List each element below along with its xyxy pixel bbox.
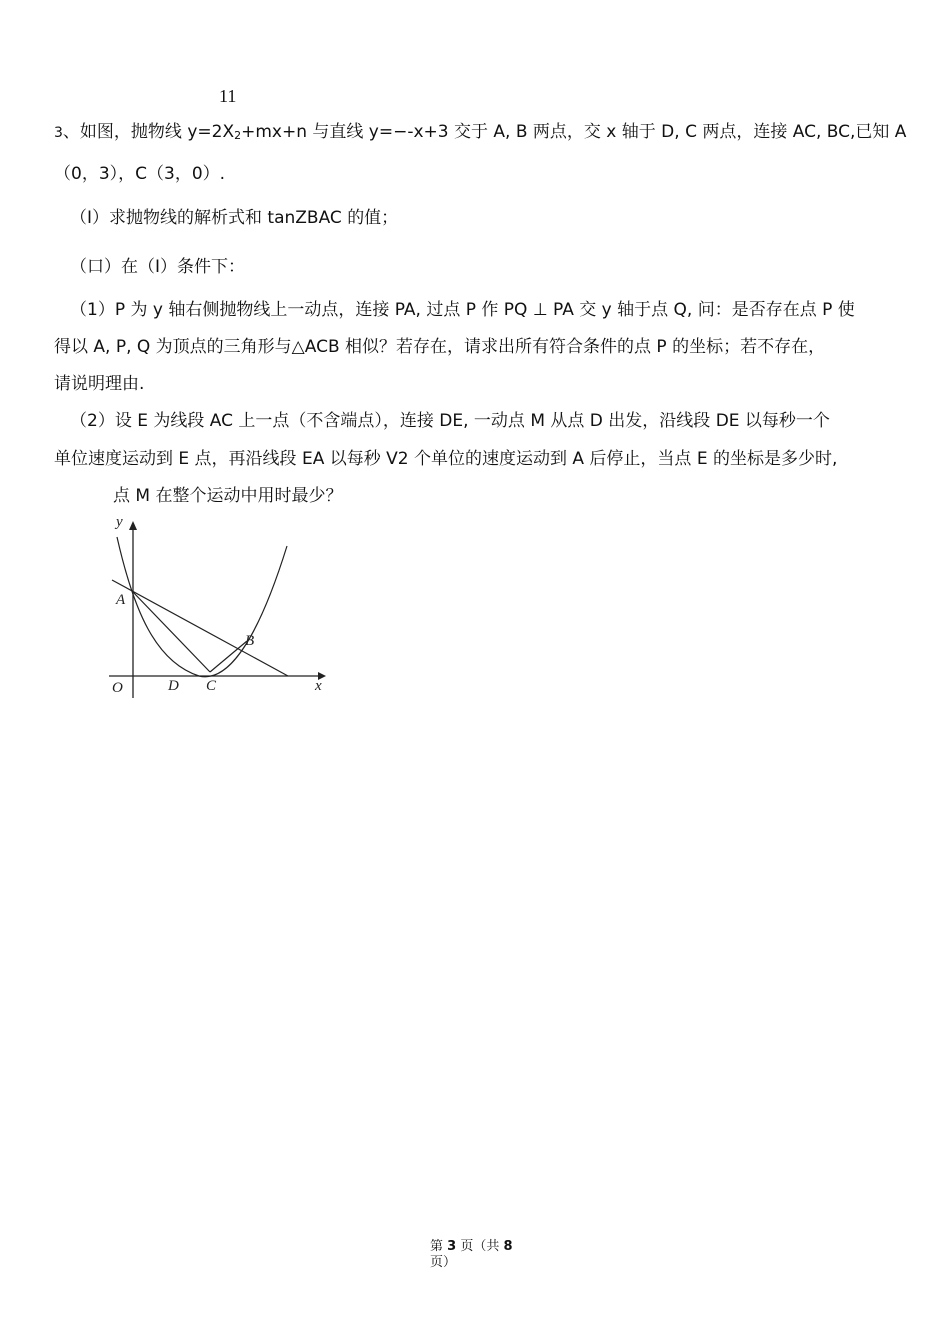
label-c: C xyxy=(206,678,217,694)
intro-text-a: 如图，抛物线 y=2X xyxy=(79,122,235,142)
given-points: （0，3），C（3，0）. xyxy=(54,164,226,184)
intro-text-b: +mx+n 与直线 y=−-x+3 交于 A, B 两点，交 x 轴于 D, C 两点，连接 AC, BC,已知 A xyxy=(241,122,907,142)
segment-bc xyxy=(210,641,247,672)
question-1-line-2: 得以 A, P, Q 为顶点的三角形与△ACB 相似？若存在，请求出所有符合条件的点 P 的坐标；若不存在， xyxy=(54,337,826,357)
fraction-numerals: 11 xyxy=(219,86,237,106)
part-1: （I）求抛物线的解析式和 tanZBAC 的值； xyxy=(70,208,399,228)
problem-number: 3 xyxy=(54,125,63,141)
label-x: x xyxy=(315,678,322,694)
footer-post: 页） xyxy=(430,1255,457,1271)
label-y: y xyxy=(116,514,123,530)
footer-mid: 页（共 xyxy=(460,1239,500,1254)
question-2-line-1: （2）设 E 为线段 AC 上一点（不含端点），连接 DE, 一动点 M 从点 D 出发，沿线段 DE 以每秒一个 xyxy=(70,411,830,431)
label-o: O xyxy=(112,680,123,696)
label-a: A xyxy=(116,592,126,608)
question-2-line-2: 单位速度运动到 E 点，再沿线段 EA 以每秒 V2 个单位的速度运动到 A 后停止，当点 E 的坐标是多少时, xyxy=(54,449,838,469)
question-1-line-1: （1）P 为 y 轴右侧抛物线上一动点，连接 PA, 过点 P 作 PQ ⊥ PA 交 y 轴于点 Q, 问：是否存在点 P 使 xyxy=(70,300,855,320)
label-d: D xyxy=(168,678,179,694)
intro-exponent: 2 xyxy=(234,129,242,142)
parabola-curve xyxy=(117,537,287,677)
footer-pre: 第 xyxy=(430,1239,444,1254)
parabola-figure xyxy=(104,512,334,702)
label-b: B xyxy=(245,633,255,649)
question-1-line-3: 请说明理由. xyxy=(54,374,145,394)
problem-intro xyxy=(54,124,906,141)
page-footer xyxy=(430,1239,513,1272)
problem-number-sep: 、 xyxy=(62,122,80,142)
part-2: （口）在（I）条件下： xyxy=(70,257,246,277)
footer-total-pages: 8 xyxy=(503,1239,513,1254)
y-axis-arrow xyxy=(129,521,137,530)
footer-page-number: 3 xyxy=(447,1239,457,1254)
question-2-line-3: 点 M 在整个运动中用时最少？ xyxy=(113,486,343,506)
